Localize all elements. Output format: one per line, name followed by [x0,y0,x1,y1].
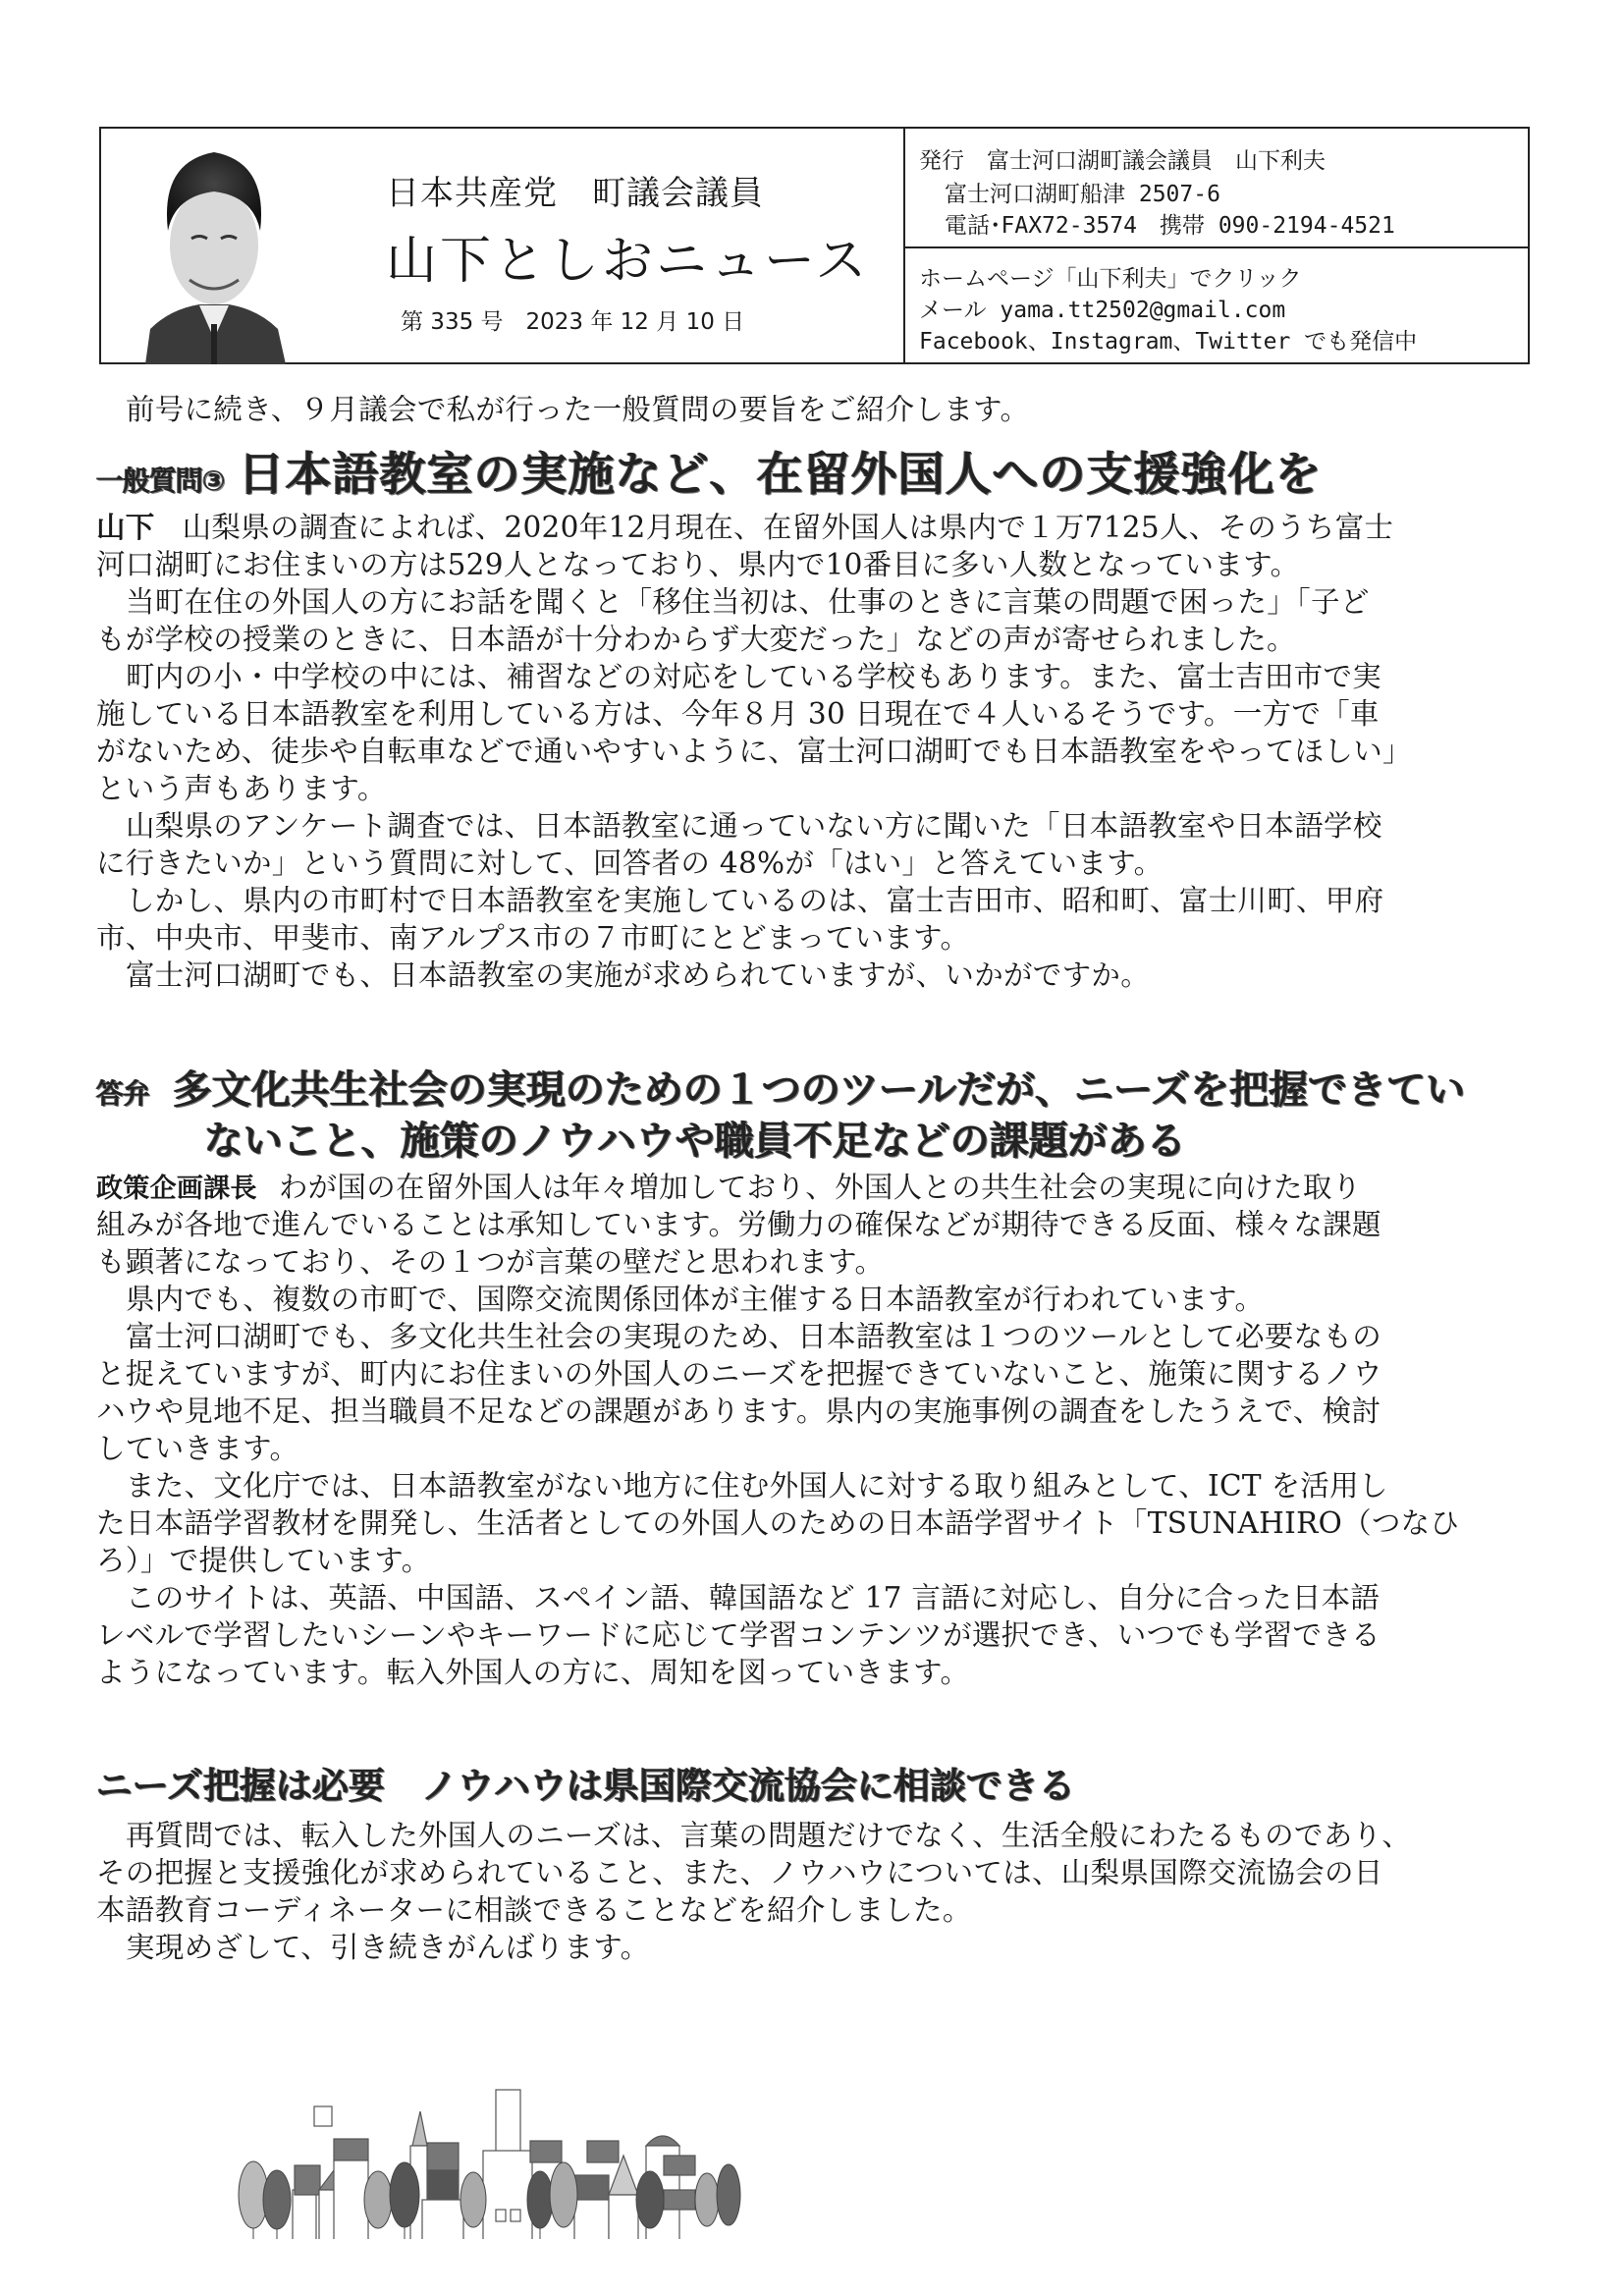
respondent-label: 政策企画課長 [96,1174,257,1204]
question-title: 日本語教室の実施など、在留外国人への支援強化を [238,448,1323,502]
homepage-note: ホームページ「山下利夫」でクリック [919,266,1302,292]
followup-title: ニーズ把握は必要 ノウハウは県国際交流協会に相談できる [96,1765,1076,1807]
question-heading [96,438,1323,504]
newsletter-title: 山下としおニュース [386,232,870,291]
publisher-line: 発行 富士河口湖町議会議員 山下利夫 [919,148,1326,174]
answer-heading [96,1059,1465,1115]
answer-heading-cont [204,1110,1186,1166]
answer-title-line2: ないこと、施策のノウハウや職員不足などの課題がある [204,1119,1186,1164]
speaker-label: 山下 [96,511,155,544]
portrait-photo [140,142,288,364]
answer-title-line1: 多文化共生社会の実現のための１つのツールだが、ニーズを把握できてい [173,1067,1466,1113]
question-label: 一般質問③ [96,465,225,497]
party-affiliation: 日本共産党 町議会議員 [386,174,764,213]
publisher-address: 富士河口湖町船津 2507-6 [945,182,1220,207]
followup-heading [96,1756,1075,1809]
email-address[interactable]: メール yama.tt2502@gmail.com [919,298,1286,323]
masthead-title-panel [101,129,905,362]
contact-info [905,248,1528,362]
publisher-phone: 電話･FAX72-3574 携帯 090-2194-4521 [945,213,1395,239]
publisher-info [905,129,1528,248]
social-media-note: Facebook、Instagram、Twitter でも発信中 [919,329,1418,355]
issue-number-date: 第 335 号 2023 年 12 月 10 日 [401,309,745,335]
masthead [99,127,1530,364]
answer-label: 答弁 [96,1077,150,1110]
townscape-illustration-icon [226,2072,1502,2239]
